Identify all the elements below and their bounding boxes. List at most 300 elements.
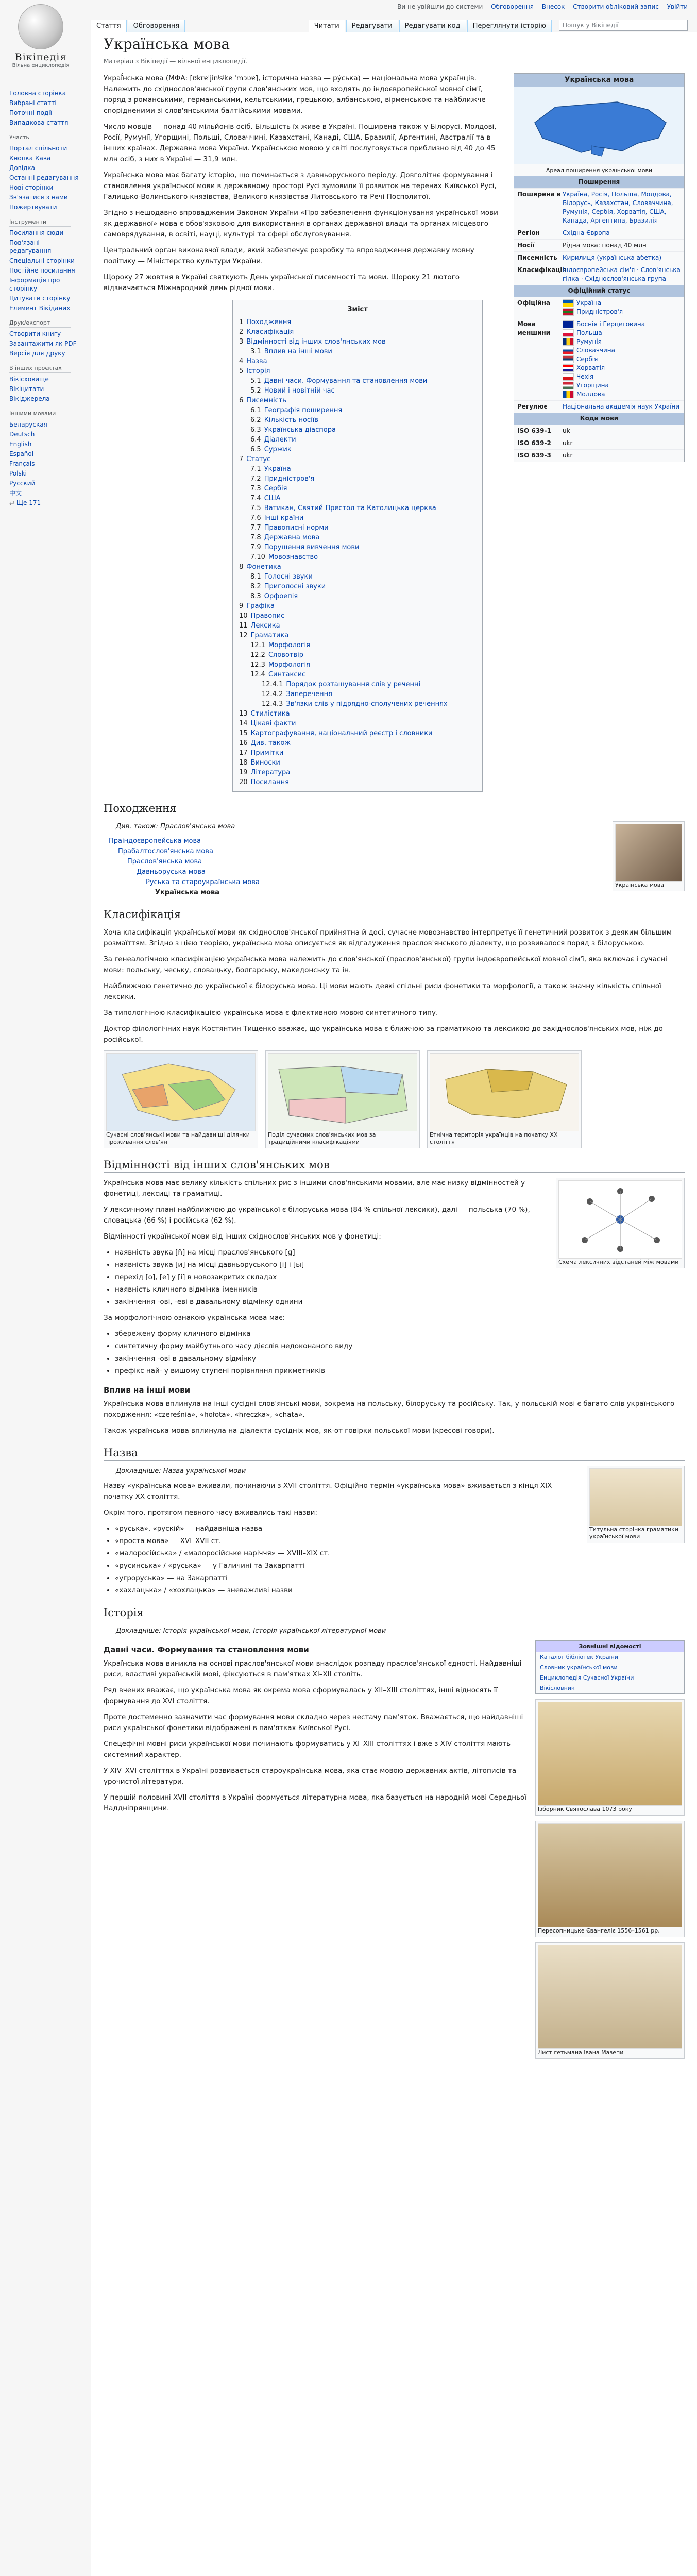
infobox-key: Регіон [517, 229, 540, 236]
toc-label: Походження [246, 318, 292, 326]
section-heading-origin: Походження [104, 803, 685, 816]
sidebar-item-related[interactable]: Пов'язані редагування [9, 239, 52, 255]
toc-label: Кількість носіїв [264, 416, 318, 424]
infobox-value [563, 320, 681, 399]
toc-item[interactable] [239, 582, 476, 591]
toc-number: 13 [239, 710, 248, 718]
toc-label: Морфологія [268, 661, 310, 669]
minority-country[interactable] [563, 381, 681, 390]
sidebar-lang-fr[interactable]: Français [9, 460, 35, 467]
infobox-map [514, 87, 684, 164]
toc-item[interactable] [239, 670, 476, 680]
sidebar-item-donate[interactable]: Пожертвувати [9, 204, 57, 211]
toc-label: Література [250, 769, 291, 776]
section-paragraph: За генеалогічною класифікацією українська мова належить до слов'янської (праслов'янської) групи індоєвропейської мовної сім'ї, яка включає і сучасні мови: польську, чеську, словацьку, болгарську, македонську та ін. [104, 955, 667, 974]
sidebar-lang-es[interactable]: Español [9, 450, 34, 457]
infobox-key: Класифікація [517, 266, 567, 274]
navbox-link[interactable]: Енциклопедія Сучасної України [540, 1674, 634, 1681]
sidebar-item-printable[interactable]: Версія для друку [9, 350, 65, 357]
view-tabs [308, 20, 552, 32]
grammar-figure [587, 1466, 685, 1543]
toc-label: Писемність [246, 397, 286, 404]
toc-number: 8.3 [250, 592, 261, 600]
toc-item[interactable] [239, 650, 476, 660]
tree-node[interactable]: Праслов'янська мова [127, 858, 202, 866]
toc-label: Виноски [250, 759, 280, 767]
toc-label: Українська діаспора [264, 426, 336, 434]
minority-country[interactable] [563, 337, 681, 346]
article-content [91, 32, 697, 2576]
list-item: • префікс най- у вищому ступені порівняння прикметників [115, 1366, 685, 1377]
tab-edit-source[interactable]: Редагувати код [399, 20, 466, 32]
toc-label: Морфологія [268, 641, 310, 649]
toc-label: Картографування, національний реєстр і словники [250, 730, 433, 737]
toc-label: Посилання [250, 778, 289, 786]
toc-label: Порядок розташування слів у реченні [286, 681, 421, 688]
bosnia-flag-icon [563, 320, 574, 328]
minority-country[interactable] [563, 329, 681, 337]
sidebar-item-whatlinks[interactable]: Посилання сюди [9, 229, 64, 236]
czechia-flag-icon [563, 373, 574, 381]
site-subtitle: Вільна енциклопедія [12, 63, 70, 69]
section-paragraph: Українська мова має велику кількість спільних рис з іншими слов'янськими мовами, але має низку відмінностей у фонетиці, лексиці та граматиці. [104, 1179, 525, 1198]
section-paragraph: Назву «українська мова» вживали, починаючи з XVII століття. Офіційно термін «українська мова» вживається з кінця XIX — початку XX століття. [104, 1482, 562, 1501]
toc-item[interactable] [239, 474, 476, 484]
tab-article[interactable]: Стаття [91, 20, 127, 32]
infobox-key: Офіційна [517, 299, 551, 307]
toc-number: 7.9 [250, 544, 261, 551]
toc-number: 11 [239, 622, 248, 630]
sidebar-item-cite[interactable]: Цитувати сторінку [9, 295, 71, 302]
toc-item[interactable] [239, 562, 476, 572]
ukraine-map-icon [514, 87, 683, 164]
toc-item[interactable] [239, 699, 476, 709]
toc-number: 6.2 [250, 416, 261, 424]
tree-node[interactable]: Руська та староукраїнська мова [146, 878, 260, 886]
personal-talk-link[interactable]: Обговорення [491, 3, 534, 10]
infobox-value[interactable]: Національна академія наук України [563, 403, 680, 410]
minority-country[interactable] [563, 390, 681, 399]
toc-number: 5 [239, 367, 244, 375]
personal-contrib-link[interactable]: Внесок [541, 3, 565, 10]
minority-country[interactable] [563, 355, 681, 364]
site-logo[interactable] [7, 4, 74, 81]
section-heading-classification: Класифікація [104, 909, 685, 922]
toc-label: Фонетика [246, 563, 281, 571]
toc-item[interactable] [239, 680, 476, 689]
sidebar-item-current[interactable]: Поточні події [9, 109, 52, 116]
toc-item[interactable] [239, 768, 476, 777]
toc-item[interactable] [239, 728, 476, 738]
sidebar-item-featured[interactable]: Вибрані статті [9, 99, 57, 107]
sidebar-more-languages[interactable] [9, 499, 82, 507]
toc-number: 12 [239, 632, 248, 639]
sidebar-item-pdf[interactable]: Завантажити як PDF [9, 340, 77, 347]
toc-label: Історія [246, 367, 270, 375]
sidebar-item-recent[interactable]: Останні редагування [9, 174, 79, 181]
tree-node[interactable]: Праіндоєвропейська мова [109, 837, 201, 845]
sidebar-item-random[interactable]: Випадкова стаття [9, 119, 69, 126]
toc-item[interactable] [239, 572, 476, 582]
infobox-key: ISO 639-2 [517, 439, 551, 447]
hatnote: Докладніше: Історія української мови, Історія української літературної мови [116, 1627, 386, 1635]
section-paragraph: Українська мова вплинула на інші сусідні слов'янські мови, зокрема на польську, білоруську та російську. Так, у польській мові є багато слів українського походження: «czereśnia», «hołota», «hreczka», «chata». [104, 1400, 675, 1419]
country-label: Хорватія [576, 364, 605, 371]
infobox-row [514, 297, 684, 318]
toc-item[interactable] [239, 758, 476, 768]
hungary-flag-icon [563, 382, 574, 389]
grammar-title-page-image[interactable] [589, 1468, 682, 1526]
minority-country[interactable] [563, 364, 681, 372]
toc-item[interactable] [239, 513, 476, 523]
toc-number: 6 [239, 397, 244, 404]
toc-label: Ватикан, Святий Престол та Католицька церква [264, 504, 436, 512]
ukraine-flag-icon [563, 299, 574, 307]
slavic-division-image[interactable] [268, 1053, 417, 1131]
toc-label: Придністров'я [264, 475, 315, 483]
toc-number: 5.2 [250, 387, 261, 395]
language-infobox [514, 73, 685, 462]
slavic-map-image[interactable] [106, 1053, 256, 1131]
country-label: Румунія [576, 338, 602, 345]
section-paragraph: Окрім того, протягом певного часу вживались такі назви: [104, 1509, 317, 1517]
izbornyk-image[interactable] [538, 1702, 682, 1806]
toc-label: Лексика [250, 622, 280, 630]
toc-item[interactable] [239, 660, 476, 670]
moldova-flag-icon [563, 391, 574, 398]
infobox-section-spread: Поширення [514, 176, 684, 188]
list-item: • перехід [о], [е] у [і] в новозакритих складах [115, 1272, 685, 1283]
toc-list [239, 317, 476, 787]
ethnic-map-image[interactable] [430, 1053, 579, 1131]
section-paragraph: Проте достеменно зазначити час формування мови складно через нестачу пам'яток. Вважається, що найдавніші риси української фонетики відображені в пам'ятках Київської Русі. [104, 1713, 523, 1732]
toc-number: 9 [239, 602, 244, 610]
list-item: • наявність кличного відмінка іменників [115, 1284, 685, 1295]
list-item: • «малоросійська» / «малоросійське наріччя» — XVIII–XIX ст. [115, 1548, 685, 1559]
sidebar-heading-languages: Іншими мовами [9, 410, 71, 418]
toc-item[interactable] [239, 425, 476, 435]
list-item: • «хахлацька» / «хохлацька» — зневажливі назви [115, 1585, 685, 1596]
create-account-link[interactable]: Створити обліковий запис [573, 3, 659, 10]
section-heading-name: Назва [104, 1448, 685, 1461]
toc-label: Заперечення [286, 690, 332, 698]
sidebar-item-book[interactable]: Створити книгу [9, 330, 61, 337]
sidebar-item-special[interactable]: Спеціальні сторінки [9, 257, 75, 264]
history-figure [535, 1942, 685, 2059]
toc-item[interactable] [239, 523, 476, 533]
toc-number: 7.4 [250, 495, 261, 502]
figure-caption: Титульна сторінка граматики української мови [589, 1526, 678, 1540]
toc-label: Голосні звуки [264, 573, 313, 581]
intro-paragraph: Число мовців — понад 40 мільйонів осіб. Більшість їх живе в Україні. Поширена також у Білорусі, Молдові, Росії, Румунії, Угорщині, Польщі, Словаччині, Казахстані, Канаді, США, Бразилії, Аргентині, Австралії та в інших країнах. Державна мова України. Українською мовою у світі послуговується приблизно від 40 до 45 млн осіб, з них в Україні — 31,9 млн. [104, 123, 497, 163]
toc-number: 8.1 [250, 573, 261, 581]
figure-caption: Поділ сучасних слов'янських мов за традиційними класифікаціями [268, 1131, 376, 1145]
infobox-row [514, 400, 684, 413]
toc-label: Географія поширення [264, 406, 343, 414]
infobox-key: Поширена в [517, 191, 561, 198]
toc-number: 12.3 [250, 661, 265, 669]
toc-number: 6.3 [250, 426, 261, 434]
toc-number: 12.4.2 [262, 690, 283, 698]
infobox-row [514, 318, 684, 400]
toc-item[interactable] [239, 748, 476, 758]
toc-label: Правописні норми [264, 524, 329, 532]
sidebar [0, 88, 82, 509]
infobox-value[interactable]: Україна, Росія, Польща, Молдова, Білорусь, Казахстан, Словаччина, Румунія, Сербія, Хорватія, США, Канада, Аргентина, Бразилія [563, 191, 673, 224]
official-country[interactable] [563, 299, 681, 308]
login-link[interactable]: Увійти [667, 3, 688, 10]
toc-number: 7.1 [250, 465, 261, 473]
sidebar-item-contact[interactable]: Зв'язатися з нами [9, 194, 68, 201]
toc-label: Україна [264, 465, 291, 473]
toc-item[interactable] [239, 357, 476, 366]
sidebar-item-wikidata[interactable]: Елемент Вікіданих [9, 304, 71, 312]
toc-number: 17 [239, 749, 248, 757]
hatnote: Докладніше: Назва української мови [116, 1467, 246, 1475]
infobox-value[interactable]: Кирилиця (українська абетка) [563, 254, 662, 261]
infobox-row [514, 425, 684, 437]
toc-number: 7.6 [250, 514, 261, 522]
subsection-heading-influence: Вплив на інші мови [104, 1385, 191, 1395]
toc-item[interactable] [239, 777, 476, 787]
toc-number: 4 [239, 358, 244, 365]
toc-item[interactable] [239, 337, 476, 347]
list-item: • «проста мова» — XVI–XVII ст. [115, 1536, 685, 1547]
toc-number: 10 [239, 612, 248, 620]
hatnote: Див. також: Праслов'янська мова [116, 823, 235, 831]
country-label: Україна [576, 299, 602, 307]
toc-item[interactable] [239, 327, 476, 337]
toc-item[interactable] [239, 405, 476, 415]
toc-label: Цікаві факти [250, 720, 296, 727]
classification-gallery [104, 1050, 685, 1148]
toc-item[interactable] [239, 347, 476, 357]
list-item: • наявність звука [и] на місці давньоруського [і] і [ы] [115, 1260, 685, 1270]
toc-number: 3 [239, 338, 244, 346]
top-bar [0, 0, 697, 29]
tree-node[interactable]: Давньоруська мова [137, 868, 206, 876]
toc-label: Зв'язки слів у підрядно-сполучених реченнях [286, 700, 448, 708]
toc-item[interactable] [239, 484, 476, 494]
toc-label: Статус [246, 455, 271, 463]
tab-edit[interactable]: Редагувати [346, 20, 398, 32]
toc-item[interactable] [239, 396, 476, 405]
infobox-key: ISO 639-3 [517, 452, 551, 459]
distance-figure [556, 1178, 685, 1268]
sidebar-item-portal[interactable]: Портал спільноти [9, 145, 67, 152]
list-item: • синтетичну форму майбутнього часу дієслів недоконаного виду [115, 1341, 685, 1352]
list-item: • закінчення -ові, -еві в давальному відмінку однини [115, 1297, 685, 1308]
toc-item[interactable] [239, 601, 476, 611]
toc-number: 7.8 [250, 534, 261, 541]
sidebar-item-main[interactable]: Головна сторінка [9, 90, 66, 97]
toc-item[interactable] [239, 494, 476, 503]
toc-number: 6.4 [250, 436, 261, 444]
toc-item[interactable] [239, 376, 476, 386]
sidebar-item-info[interactable]: Інформація про сторінку [9, 277, 60, 292]
toc-item[interactable] [239, 317, 476, 327]
site-name: Вікіпедія [14, 52, 67, 63]
list-item: • «угроруська» — на Закарпатті [115, 1573, 685, 1584]
toc-label: Інші країни [264, 514, 304, 522]
sidebar-lang-ru[interactable]: Русский [9, 480, 36, 487]
tree-node[interactable]: Прабалтослов'янська мова [118, 848, 213, 855]
sidebar-lang-be[interactable]: Беларуская [9, 421, 47, 428]
navbox-link[interactable]: Каталог бібліотек України [540, 1654, 618, 1660]
toc-label: Орфоепія [264, 592, 298, 600]
toc-label: Державна мова [264, 534, 320, 541]
toc-label: Мовознавство [268, 553, 318, 561]
section-paragraph: Українська мова виникла на основі праслов'янської мови внаслідок розпаду праслов'янської єдності. Найдавніші риси, властиві українській мові, фіксуються в пам'ятках XI–XII століть. [104, 1659, 522, 1679]
infobox-value[interactable]: Індоєвропейська сім'я · Слов'янська гілка · Східнослов'янська група [563, 266, 681, 282]
toc-number: 8 [239, 563, 244, 571]
infobox-key: ISO 639-1 [517, 427, 551, 434]
infobox-value: Рідна мова: понад 40 млн [563, 242, 647, 249]
navbox-link[interactable]: Словник української мови [540, 1664, 618, 1671]
history-right-column [535, 1640, 685, 2059]
sidebar-lang-pl[interactable]: Polski [9, 470, 27, 477]
toc-item[interactable] [239, 445, 476, 454]
infobox-row [514, 251, 684, 264]
toc-item[interactable] [239, 533, 476, 543]
section-heading-differences: Відмінності від інших слов'янських мов [104, 1160, 685, 1173]
toc-item[interactable] [239, 543, 476, 552]
toc-number: 6.5 [250, 446, 261, 453]
country-label: Молдова [576, 391, 605, 398]
toc-item[interactable] [239, 738, 476, 748]
gallery-figure [265, 1050, 420, 1148]
infobox-key: Писемність [517, 254, 557, 261]
toc-label: Примітки [250, 749, 284, 757]
infobox-row [514, 227, 684, 239]
infobox-value[interactable]: Східна Європа [563, 229, 610, 236]
infobox-title: Українська мова [514, 74, 684, 87]
toc-number: 12.1 [250, 641, 265, 649]
namespace-tabs [91, 20, 186, 32]
toc-label: Назва [246, 358, 267, 365]
toc-item[interactable] [239, 709, 476, 719]
poland-flag-icon [563, 329, 574, 337]
tab-talk[interactable]: Обговорення [128, 20, 185, 32]
toc-label: Суржик [264, 446, 292, 453]
figure-caption: Пересопницьке Євангеліє 1556–1561 рр. [538, 1927, 660, 1934]
minority-country[interactable] [563, 320, 681, 329]
toc-label: Правопис [250, 612, 285, 620]
sidebar-lang-zh[interactable]: 中文 [9, 489, 22, 497]
toc-item[interactable] [239, 611, 476, 621]
infobox-row [514, 437, 684, 449]
sidebar-item-source[interactable]: Вікіджерела [9, 395, 50, 402]
sidebar-item-quote[interactable]: Вікіцитати [9, 385, 44, 393]
serbia-flag-icon [563, 355, 574, 363]
sidebar-lang-en[interactable]: English [9, 440, 32, 448]
intro-paragraph: Українська мова має багату історію, що починається з давньоруського періоду. Довголітнє формування і становлення української мови в державному просторі Русі зумовили її розвиток на теренах Київської Русі, Галицько-Волинського князівства, Великого князівства Литовського та Речі Посполитої. [104, 171, 497, 201]
sidebar-item-commons[interactable]: Вікісховище [9, 376, 49, 383]
section-heading-history: Історія [104, 1607, 685, 1620]
minority-country[interactable] [563, 346, 681, 355]
table-of-contents [232, 300, 483, 792]
toc-number: 5.1 [250, 377, 261, 385]
infobox-row [514, 188, 684, 227]
tab-read[interactable]: Читати [309, 20, 345, 32]
toc-item[interactable] [239, 640, 476, 650]
list-item: • закінчення -ові в давальному відмінку [115, 1353, 685, 1364]
navbox-title: Зовнішні відомості [536, 1641, 684, 1652]
sidebar-heading-tools: Інструменти [9, 218, 71, 227]
personal-tools [391, 3, 688, 10]
sidebar-item-cafe[interactable]: Кнопка Кава [9, 155, 51, 162]
toc-label: Давні часи. Формування та становлення мови [264, 377, 428, 385]
toc-item[interactable] [239, 719, 476, 728]
toc-item[interactable] [239, 552, 476, 562]
toc-label: Синтаксис [268, 671, 306, 679]
section-paragraph: Ряд вчених вважає, що українська мова як окрема мова сформувалась у XII–XIII століттях, інші відносять її формування до XVI століття. [104, 1686, 498, 1705]
infobox-value [563, 299, 681, 316]
section-paragraph: У першій половині XVII століття в Україні формується літературна мова, яка базується на народній мові Середньої Наддніпрянщини. [104, 1793, 527, 1812]
toc-item[interactable] [239, 366, 476, 376]
country-label: Сербія [576, 355, 598, 363]
toc-item[interactable] [239, 454, 476, 464]
map-icon [268, 1054, 417, 1131]
toc-item[interactable] [239, 591, 476, 601]
toc-item[interactable] [239, 435, 476, 445]
toc-number: 12.4 [250, 671, 265, 679]
list-item: • збережену форму кличного відмінка [115, 1329, 685, 1340]
sidebar-lang-de[interactable]: Deutsch [9, 431, 35, 438]
peresopnytsia-image[interactable] [538, 1823, 682, 1927]
personal-not-logged: Ви не увійшли до системи [397, 3, 483, 10]
toc-item[interactable] [239, 415, 476, 425]
toc-item[interactable] [239, 464, 476, 474]
speaker-photo[interactable] [615, 824, 682, 882]
toc-item[interactable] [239, 621, 476, 631]
official-country[interactable] [563, 308, 681, 316]
tab-history[interactable]: Переглянути історію [467, 20, 552, 32]
toc-item[interactable] [239, 689, 476, 699]
diagram-icon [559, 1181, 682, 1258]
romania-flag-icon [563, 338, 574, 346]
puzzle-globe-icon [18, 4, 63, 49]
infobox-row [514, 449, 684, 462]
gallery-figure [427, 1050, 582, 1148]
toc-number: 7.7 [250, 524, 261, 532]
toc-number: 12.4.1 [262, 681, 283, 688]
toc-label: Стилістика [250, 710, 290, 718]
list-item: • «руська», «рускій» — найдавніша назва [115, 1523, 685, 1534]
country-label: Придністров'я [576, 308, 623, 315]
toc-item[interactable] [239, 386, 476, 396]
search-input[interactable]: Пошук у Вікіпедії [559, 20, 688, 31]
sidebar-item-help[interactable]: Довідка [9, 164, 36, 172]
sidebar-item-new[interactable]: Нові сторінки [9, 184, 54, 191]
mazepa-letter-image[interactable] [538, 1945, 682, 2049]
lexical-distance-diagram[interactable] [558, 1180, 682, 1259]
sidebar-heading-participation: Участь [9, 134, 71, 142]
toc-number: 19 [239, 769, 248, 776]
toc-item[interactable] [239, 631, 476, 640]
navbox-link[interactable]: Вікісловник [540, 1685, 575, 1691]
toc-number: 7 [239, 455, 244, 463]
gallery-figure [104, 1050, 258, 1148]
infobox-value: ukr [563, 452, 573, 459]
section-paragraph: Найближчою генетично до української є білоруська мова. Ці мови мають деякі спільні риси фонетики та морфології, а також значну кількість спільної лексики. [104, 982, 661, 1001]
toc-item[interactable] [239, 503, 476, 513]
intro-paragraph: Украї́нська мова (МФА: [ʊkrɐˈjinʲsʲkɐ ˈmɔʋɐ], історична назва — ру́ська) — національна мова українців. Належить до східнослов'янської групи слов'янських мов, що входять до індоєвропейської мовної сім'ї, поряд з романськими, германськими, кельтськими, грецькою, албанською, вірменською та найближче спорідненими зі слов'янськими балтійськими мовами. [104, 74, 486, 115]
sidebar-item-permalink[interactable]: Постійне посилання [9, 267, 75, 274]
section-paragraph: У лексичному плані найближчою до української є білоруська мова (84 % спільної лексики), далі — польська (70 %), словацька (66 %) і російська (62 %). [104, 1206, 530, 1225]
toc-label: Класифікація [246, 328, 294, 336]
minority-country[interactable] [563, 372, 681, 381]
